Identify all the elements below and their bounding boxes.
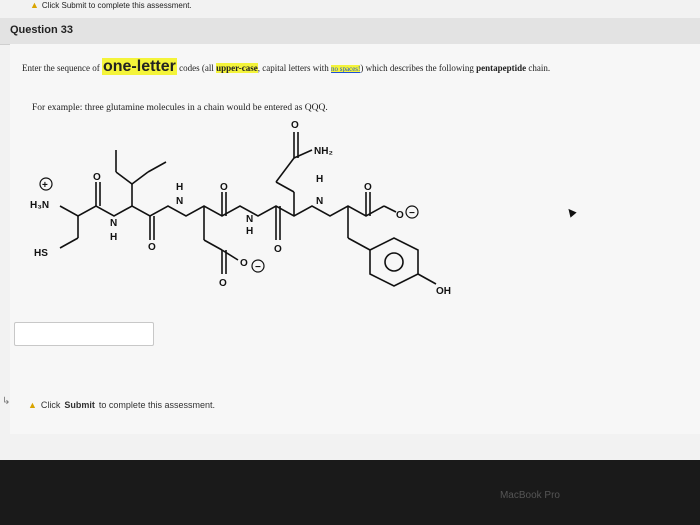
instr-highlight-uppercase: upper-case xyxy=(216,63,258,73)
top-banner xyxy=(30,0,192,10)
label-h3n: H₃N xyxy=(30,200,50,211)
arrow-icon: ↳ xyxy=(2,396,11,407)
footer-submit-link[interactable]: Submit xyxy=(64,400,95,410)
plus-charge: + xyxy=(42,180,48,191)
label-h: H xyxy=(246,226,254,237)
label-h: H xyxy=(110,232,118,243)
minus-charge: − xyxy=(255,262,261,273)
footer-notice xyxy=(28,400,215,410)
question-instructions xyxy=(22,58,550,76)
instr-no-spaces: no spaces! xyxy=(331,65,361,73)
warning-icon: ▲ xyxy=(30,0,39,10)
label-o: O xyxy=(240,258,248,269)
instr-part: ) which describes the following xyxy=(360,63,474,73)
minus-charge: − xyxy=(409,208,415,219)
pentapeptide-structure xyxy=(0,110,700,310)
label-nh2: NH₂ xyxy=(314,146,333,157)
label-o: O xyxy=(364,182,372,193)
label-o: O xyxy=(219,278,227,289)
instr-part: Enter the sequence of xyxy=(22,63,100,73)
instr-part: codes (all xyxy=(179,63,214,73)
label-oh: OH xyxy=(436,286,451,297)
label-n: N xyxy=(246,214,254,225)
device-label: MacBook Pro xyxy=(499,490,560,501)
label-o: O xyxy=(220,182,228,193)
instr-part: chain. xyxy=(528,63,551,73)
footer-text: Click xyxy=(40,400,61,410)
top-banner-text: Click Submit to complete this assessment. xyxy=(41,0,192,10)
label-o: O xyxy=(291,120,299,131)
instr-highlight-one-letter: one-letter xyxy=(102,58,176,75)
footer-text: to complete this assessment. xyxy=(98,400,215,410)
label-n: N xyxy=(176,196,184,207)
example-text: For example: three glutamine molecules in a chain would be entered as QQQ. xyxy=(32,103,328,113)
label-h: H xyxy=(316,174,324,185)
label-n: N xyxy=(110,218,118,229)
label-o: O xyxy=(396,210,404,221)
label-n: N xyxy=(316,196,324,207)
answer-input[interactable] xyxy=(14,322,154,346)
question-header xyxy=(0,18,700,45)
label-h: H xyxy=(176,182,184,193)
label-o: O xyxy=(148,242,156,253)
instr-part: , capital letters with xyxy=(257,63,329,73)
warning-icon: ▲ xyxy=(28,400,37,410)
question-title: Question 33 xyxy=(10,24,73,36)
instr-pentapeptide: pentapeptide xyxy=(476,63,527,73)
label-hs: HS xyxy=(34,248,48,259)
label-o: O xyxy=(93,172,101,183)
label-o: O xyxy=(274,244,282,255)
